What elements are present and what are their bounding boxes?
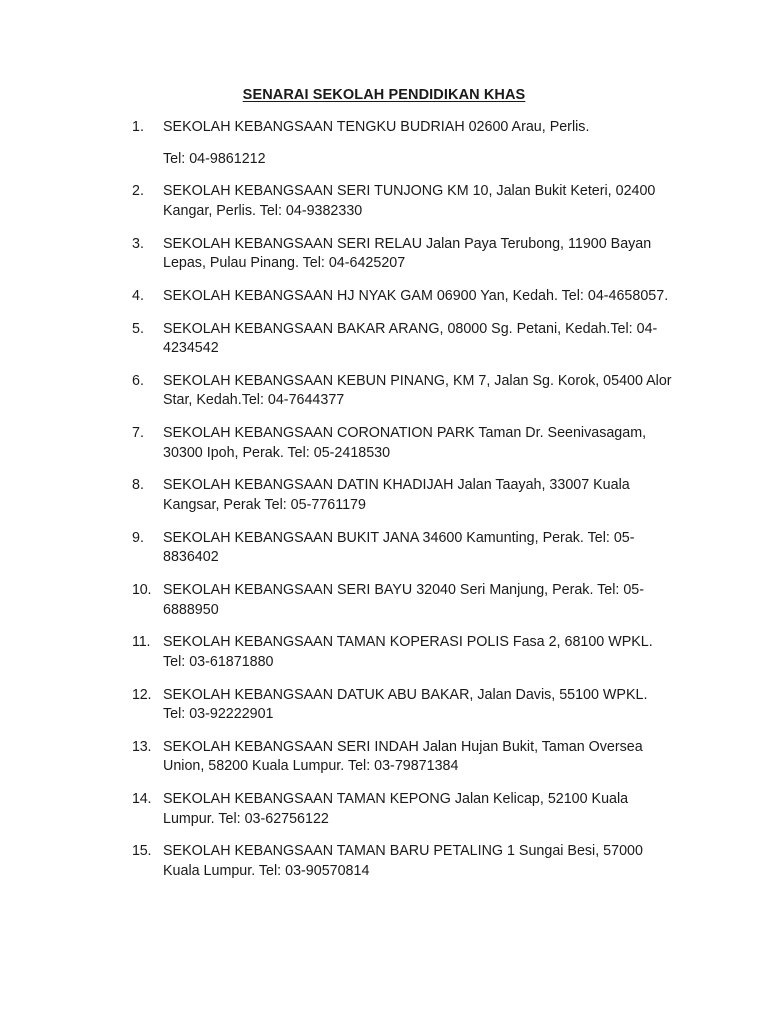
list-item-4 — [132, 287, 672, 307]
list-item-2 — [132, 182, 672, 221]
list-number: 13. — [132, 738, 152, 755]
list-item-7 — [132, 424, 672, 463]
list-item-12 — [132, 686, 672, 725]
school-list — [132, 118, 672, 895]
school-entry-text: SEKOLAH KEBANGSAAN TAMAN KEPONG Jalan Kelicap, 52100 Kuala Lumpur. Tel: 03-62756122 — [163, 791, 629, 827]
school-entry-text: SEKOLAH KEBANGSAAN TAMAN KOPERASI POLIS Fasa 2, 68100 WPKL. Tel: 03-61871880 — [163, 634, 653, 670]
school-entry-text: SEKOLAH KEBANGSAAN BUKIT JANA 34600 Kamunting, Perak. Tel: 05-8836402 — [163, 529, 635, 566]
document-title: SENARAI SEKOLAH PENDIDIKAN KHAS — [242, 87, 526, 103]
list-number: 14. — [132, 791, 152, 808]
school-entry-text: SEKOLAH KEBANGSAAN HJ NYAK GAM 06900 Yan, Kedah. Tel: 04-4658057. — [163, 287, 669, 304]
list-number: 11. — [132, 634, 151, 651]
list-item-6 — [132, 372, 672, 411]
school-entry-text: SEKOLAH KEBANGSAAN TENGKU BUDRIAH 02600 Arau, Perlis. — [163, 119, 590, 135]
school-telephone: Tel: 04-9861212 — [163, 150, 266, 167]
school-entry-text: SEKOLAH KEBANGSAAN DATUK ABU BAKAR, Jalan Davis, 55100 WPKL. Tel: 03-92222901 — [163, 686, 648, 723]
school-entry-text: SEKOLAH KEBANGSAAN KEBUN PINANG, KM 7, Jalan Sg. Korok, 05400 Alor Star, Kedah.Tel: 04-7644377 — [163, 372, 672, 409]
list-number: 6. — [132, 372, 144, 389]
list-item-1 — [132, 118, 672, 169]
list-item-8 — [132, 476, 672, 515]
list-item-14 — [132, 790, 672, 829]
list-number: 4. — [132, 287, 144, 304]
list-item-13 — [132, 738, 672, 777]
list-number: 3. — [132, 235, 144, 252]
list-number: 12. — [132, 686, 152, 703]
list-item-11 — [132, 633, 672, 672]
list-item-15 — [132, 842, 672, 881]
list-number: 1. — [132, 119, 144, 135]
list-item-9 — [132, 529, 672, 568]
school-entry-text: SEKOLAH KEBANGSAAN SERI BAYU 32040 Seri Manjung, Perak. Tel: 05-6888950 — [163, 581, 645, 618]
list-number: 5. — [132, 320, 144, 337]
school-entry-text: SEKOLAH KEBANGSAAN SERI TUNJONG KM 10, Jalan Bukit Keteri, 02400 Kangar, Perlis. Tel: 04-9382330 — [163, 183, 656, 219]
list-item-5 — [132, 320, 672, 359]
list-number: 10. — [132, 581, 152, 598]
list-item-3 — [132, 235, 672, 274]
school-entry-text: SEKOLAH KEBANGSAAN SERI INDAH Jalan Hujan Bukit, Taman Oversea Union, 58200 Kuala Lumpur. Tel: 03-79871384 — [163, 738, 643, 775]
list-number: 15. — [132, 843, 152, 860]
school-entry-text: SEKOLAH KEBANGSAAN SERI RELAU Jalan Paya Terubong, 11900 Bayan Lepas, Pulau Pinang. Tel: 04-6425207 — [163, 235, 652, 272]
list-number: 8. — [132, 477, 144, 494]
school-entry-text: SEKOLAH KEBANGSAAN TAMAN BARU PETALING 1 Sungai Besi, 57000 Kuala Lumpur. Tel: 03-90570814 — [163, 843, 643, 879]
list-number: 9. — [132, 529, 144, 546]
school-entry-text: SEKOLAH KEBANGSAAN DATIN KHADIJAH Jalan Taayah, 33007 Kuala Kangsar, Perak Tel: 05-7761179 — [163, 477, 630, 513]
school-entry-text: SEKOLAH KEBANGSAAN CORONATION PARK Taman Dr. Seenivasagam, 30300 Ipoh, Perak. Tel: 05-2418530 — [163, 425, 647, 461]
school-entry-text: SEKOLAH KEBANGSAAN BAKAR ARANG, 08000 Sg. Petani, Kedah.Tel: 04-4234542 — [163, 320, 658, 357]
list-number: 7. — [132, 425, 144, 442]
list-item-10 — [132, 581, 672, 620]
list-number: 2. — [132, 183, 144, 200]
